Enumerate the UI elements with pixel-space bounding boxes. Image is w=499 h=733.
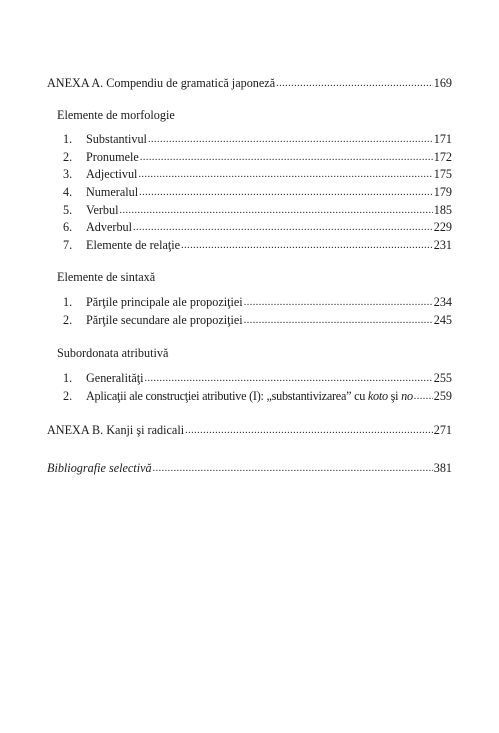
dot-leader xyxy=(120,202,433,218)
toc-entry[interactable] xyxy=(63,295,452,310)
toc-entry[interactable] xyxy=(63,389,452,404)
toc-entry[interactable] xyxy=(63,203,452,218)
toc-page-number: 245 xyxy=(433,313,452,327)
dot-leader xyxy=(244,294,433,310)
toc-entry-title: Elemente de relaţie xyxy=(86,238,181,252)
dot-leader xyxy=(139,184,433,200)
toc-page-number: 229 xyxy=(433,220,452,234)
section-heading-syntax: Elemente de sintaxă xyxy=(57,270,156,284)
toc-entry-number: 5. xyxy=(63,203,73,217)
section-heading-morphology: Elemente de morfologie xyxy=(57,108,175,122)
title-text: Aplicaţii ale construcţiei atributive (I): „substantivizarea” cu xyxy=(86,389,368,403)
toc-entry[interactable] xyxy=(63,150,452,165)
toc-entry-title: Numeralul xyxy=(86,185,139,199)
toc-entry-number: 2. xyxy=(63,313,73,327)
toc-page-number: 259 xyxy=(433,389,452,403)
dot-leader xyxy=(148,131,433,147)
toc-entry[interactable] xyxy=(63,167,452,182)
toc-entry-number: 6. xyxy=(63,220,73,234)
toc-entry-title: Adjectivul xyxy=(86,167,138,181)
dot-leader xyxy=(138,166,432,182)
title-no: no xyxy=(401,389,413,403)
toc-entry-title: Bibliografie selectivă xyxy=(47,461,152,475)
toc-entry-title: ANEXA B. Kanji şi radicali xyxy=(47,423,185,437)
dot-leader xyxy=(414,388,433,404)
toc-entry-annex-b[interactable] xyxy=(47,423,452,438)
toc-entry-title: Generalităţi xyxy=(86,371,144,385)
toc-entry-number: 2. xyxy=(63,150,73,164)
toc-entry-title: ANEXA A. Compendiu de gramatică japoneză xyxy=(47,76,276,90)
toc-entry-title: Pronumele xyxy=(86,150,139,164)
toc-entry-number: 7. xyxy=(63,238,73,252)
toc-entry-title: Verbul xyxy=(86,203,119,217)
toc-page-number: 172 xyxy=(433,150,452,164)
toc-entry[interactable] xyxy=(63,220,452,235)
toc-entry[interactable] xyxy=(63,185,452,200)
dot-leader xyxy=(244,312,433,328)
section-heading-attributive: Subordonata atributivă xyxy=(57,346,169,360)
toc-page-number: 381 xyxy=(433,461,452,475)
toc-entry-title xyxy=(86,389,413,404)
toc-entry-number: 1. xyxy=(63,295,73,309)
toc-entry-title: Părţile secundare ale propoziţiei xyxy=(86,313,243,327)
toc-page-number: 234 xyxy=(433,295,452,309)
toc-entry-title: Părţile principale ale propoziţiei xyxy=(86,295,243,309)
dot-leader xyxy=(133,219,433,235)
toc-entry-number: 2. xyxy=(63,389,73,403)
dot-leader xyxy=(185,422,433,438)
dot-leader xyxy=(145,370,433,386)
dot-leader xyxy=(276,75,433,91)
toc-entry-number: 3. xyxy=(63,167,73,181)
toc-entry-number: 1. xyxy=(63,371,73,385)
toc-page-number: 179 xyxy=(433,185,452,199)
toc-page-number: 185 xyxy=(433,203,452,217)
toc-page-number: 255 xyxy=(433,371,452,385)
toc-entry-title: Adverbul xyxy=(86,220,133,234)
toc-page-number: 271 xyxy=(433,423,452,437)
toc-entry-annex-a[interactable] xyxy=(47,76,452,91)
dot-leader xyxy=(181,237,433,253)
title-koto: koto xyxy=(367,389,388,403)
toc-entry-number: 1. xyxy=(63,132,73,146)
toc-entry[interactable] xyxy=(63,371,452,386)
toc-page-number: 169 xyxy=(433,76,452,90)
title-and: şi xyxy=(387,389,402,403)
toc-page-number: 231 xyxy=(433,238,452,252)
dot-leader xyxy=(153,460,433,476)
toc-page-number: 171 xyxy=(433,132,452,146)
toc-entry[interactable] xyxy=(63,238,452,253)
toc-entry-title: Substantivul xyxy=(86,132,147,146)
toc-page-number: 175 xyxy=(433,167,452,181)
toc-entry-number: 4. xyxy=(63,185,73,199)
toc-entry-bibliography[interactable] xyxy=(47,461,452,476)
toc-entry[interactable] xyxy=(63,132,452,147)
toc-entry[interactable] xyxy=(63,313,452,328)
dot-leader xyxy=(140,149,433,165)
